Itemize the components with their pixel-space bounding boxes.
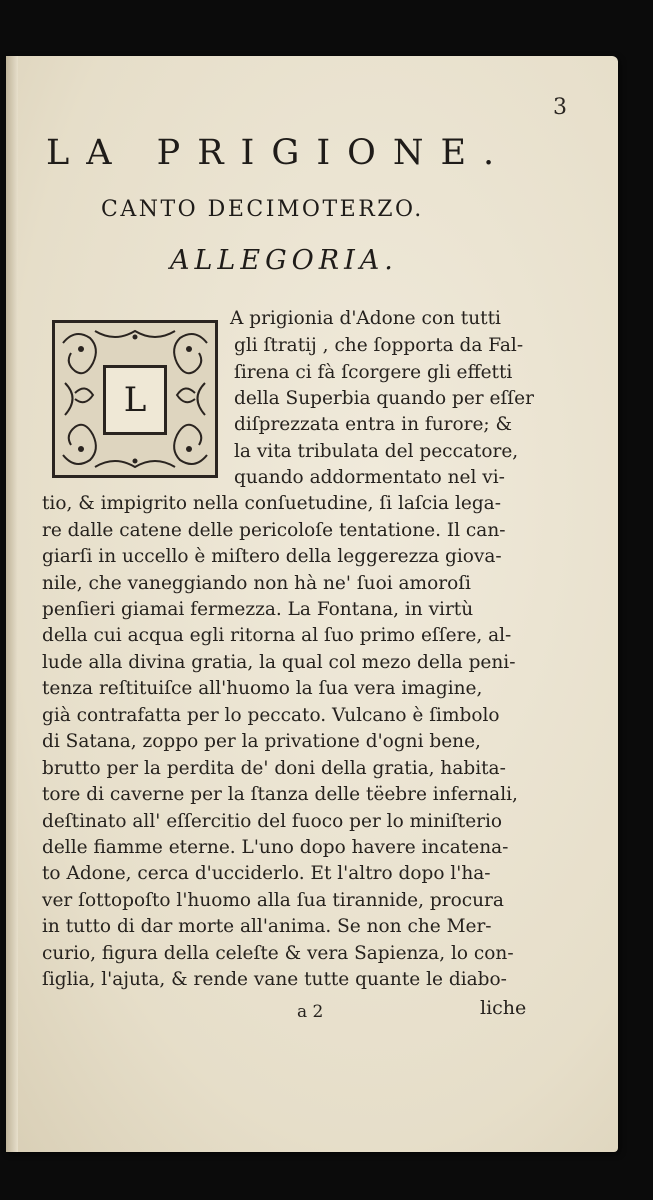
initial-letter: L [103, 365, 167, 435]
text-line: penſieri giamai fermezza. La Fontana, in virtù [42, 599, 474, 620]
text-line: delle fiamme eterne. L'uno dopo havere incatena- [42, 837, 509, 858]
text-line: lude alla divina gratia, la qual col mezo della peni- [42, 652, 516, 673]
text-line: della cui acqua egli ritorna al ſuo primo eſſere, al- [42, 625, 512, 646]
section-heading: ALLEGORIA. [170, 245, 398, 276]
text-line: nile, che vaneggiando non hà ne' ſuoi amoroſi [42, 573, 471, 594]
text-line: quando addormentato nel vi- [234, 467, 505, 488]
text-line: A prigionia d'Adone con tutti [230, 308, 501, 329]
text-line: tore di caverne per la ſtanza delle tëebre infernali, [42, 784, 518, 805]
text-line: di Satana, zoppo per la privatione d'ogni bene, [42, 731, 481, 752]
text-line: curio, figura della celeſte & vera Sapienza, lo con- [42, 943, 514, 964]
text-line: to Adone, cerca d'ucciderlo. Et l'altro dopo l'ha- [42, 863, 491, 884]
text-line: la vita tribulata del peccatore, [234, 441, 519, 462]
text-line: già contrafatta per lo peccato. Vulcano è ſimbolo [42, 705, 500, 726]
text-line: re dalle catene delle pericoloſe tentatione. Il can- [42, 520, 506, 541]
signature-mark: a 2 [297, 1002, 324, 1022]
text-line: ver ſottopoſto l'huomo alla ſua tirannide, procura [42, 890, 504, 911]
text-line: gli ſtratij , che ſopporta da Fal- [234, 335, 524, 356]
text-line: brutto per la perdita de' doni della gratia, habita- [42, 758, 506, 779]
page-spine-shadow [6, 56, 18, 1152]
decorated-initial [52, 320, 218, 478]
canto-heading: CANTO DECIMOTERZO. [101, 197, 424, 222]
text-line: tio, & impigrito nella conſuetudine, ſi laſcia lega- [42, 493, 501, 514]
catchword: liche [480, 997, 527, 1019]
text-line: deſtinato all' eſſercitio del fuoco per lo miniſterio [42, 811, 503, 832]
text-line: giarſi in uccello è miſtero della leggerezza giova- [42, 546, 502, 567]
text-line: ſirena ci fà ſcorgere gli effetti [234, 362, 513, 383]
text-line: della Superbia quando per eſſer [234, 388, 534, 409]
running-title: LA PRIGIONE. [46, 133, 512, 173]
page-number: 3 [553, 95, 567, 120]
text-line: tenza reſtituiſce all'huomo la ſua vera imagine, [42, 678, 483, 699]
text-line: ſiglia, l'ajuta, & rende vane tutte quante le diabo- [42, 969, 507, 990]
text-line: in tutto di dar morte all'anima. Se non che Mer- [42, 916, 492, 937]
text-line: diſprezzata entra in furore; & [234, 414, 512, 435]
